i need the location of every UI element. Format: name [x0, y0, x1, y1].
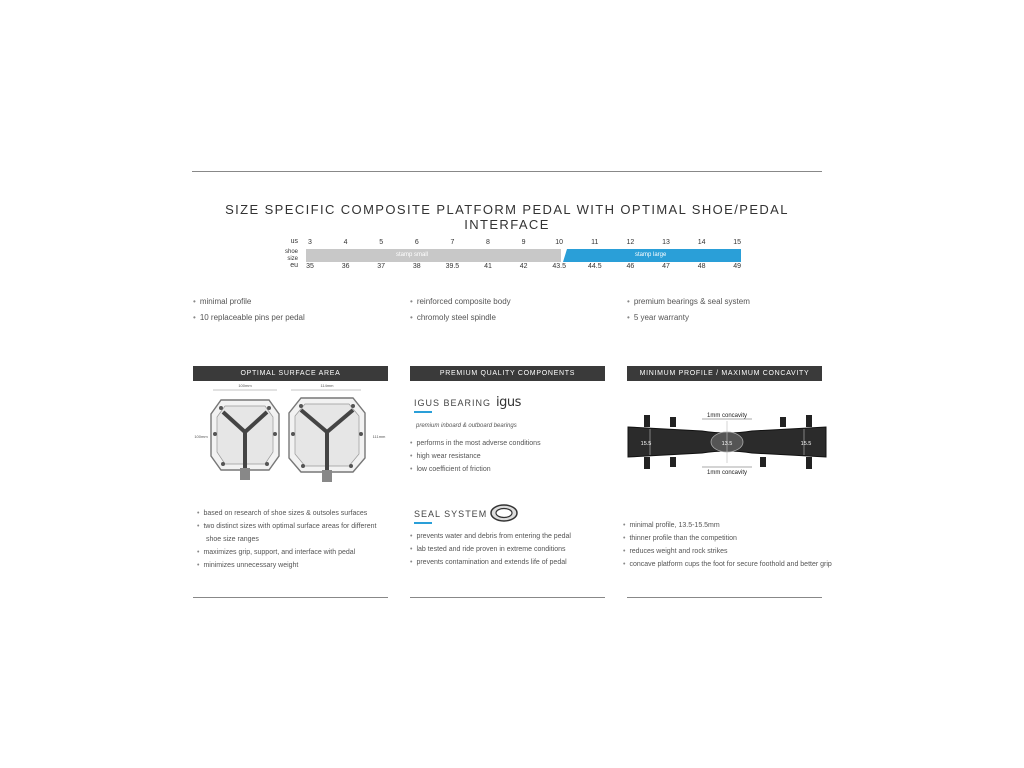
seal-accent-line: [414, 522, 432, 524]
us-size-tick: 4: [343, 239, 348, 246]
eu-size-tick: 38: [412, 263, 421, 270]
feature-item: • premium bearings & seal system: [627, 297, 750, 306]
feature-item: • minimal profile: [193, 297, 305, 306]
stamp-small-bar: [306, 249, 561, 262]
list-item: • performs in the most adverse conditions: [410, 440, 541, 447]
small-pedal-width: 100mm: [238, 383, 252, 388]
list-item: • two distinct sizes with optimal surface areas for different: [197, 523, 376, 530]
list-item: • prevents contamination and extends life of pedal: [410, 559, 571, 566]
profile-bullets: [623, 522, 832, 574]
list-item: • high wear resistance: [410, 453, 541, 460]
panel2-bottom-divider: [410, 597, 605, 598]
feature-list-col1: [193, 297, 305, 329]
eu-size-tick: 36: [341, 263, 350, 270]
list-item: • based on research of shoe sizes & outsoles surfaces: [197, 510, 376, 517]
pedal-sizes-illustration: [193, 382, 390, 492]
feature-item: • reinforced composite body: [410, 297, 511, 306]
eu-size-tick: 37: [377, 263, 386, 270]
eu-row-label: eu: [290, 262, 298, 269]
igus-bearing-title: IGUS BEARING: [414, 398, 492, 408]
mid-thickness-label: 13.5: [721, 441, 733, 447]
feature-list-col3: [627, 297, 750, 329]
list-item: • lab tested and ride proven in extreme conditions: [410, 546, 571, 553]
eu-size-tick: 48: [697, 263, 706, 270]
us-size-tick: 7: [450, 239, 455, 246]
panel1-bottom-divider: [193, 597, 388, 598]
feature-item: • 10 replaceable pins per pedal: [193, 313, 305, 322]
igus-logo: igus: [496, 395, 521, 410]
eu-size-tick: 47: [662, 263, 670, 270]
panel-header-surface-area: OPTIMAL SURFACE AREA: [193, 366, 388, 381]
top-divider: [192, 171, 822, 172]
us-size-tick: 3: [308, 239, 312, 246]
page-title: SIZE SPECIFIC COMPOSITE PLATFORM PEDAL WITH OPTIMAL SHOE/PEDAL INTERFACE: [225, 202, 789, 232]
us-size-tick: 8: [486, 239, 490, 246]
concavity-diagram: [622, 405, 832, 485]
right-thickness-label: 15.5: [800, 441, 812, 447]
eu-size-tick: 41: [484, 263, 492, 270]
small-pedal-height: 100mm: [194, 434, 208, 439]
list-item: • low coefficient of friction: [410, 466, 541, 473]
list-item: • reduces weight and rock strikes: [623, 548, 832, 555]
large-pedal-height: 111mm: [372, 434, 386, 439]
us-size-tick: 12: [626, 239, 635, 246]
stamp-small-label: stamp small: [396, 252, 429, 258]
panel-header-profile: MINIMUM PROFILE / MAXIMUM CONCAVITY: [627, 366, 822, 381]
us-size-tick: 15: [733, 239, 742, 246]
stamp-large-label: stamp large: [635, 252, 667, 258]
feature-list-col2: [410, 297, 511, 329]
list-item: • minimizes unnecessary weight: [197, 562, 376, 569]
seal-ring-icon: [488, 502, 520, 524]
shoe-size-row-label: shoe size: [284, 249, 298, 262]
feature-item: • 5 year warranty: [627, 313, 750, 322]
igus-bullets: [410, 440, 541, 479]
eu-size-tick: 39.5: [445, 263, 460, 270]
us-size-tick: 14: [697, 239, 706, 246]
large-pedal-icon: [289, 398, 365, 482]
us-size-tick: 10: [555, 239, 564, 246]
list-item: • maximizes grip, support, and interface with pedal: [197, 549, 376, 556]
igus-accent-line: [414, 411, 432, 413]
panel3-bottom-divider: [627, 597, 822, 598]
list-item: shoe size ranges: [206, 536, 259, 543]
us-size-tick: 6: [414, 239, 419, 246]
eu-size-tick: 35: [306, 263, 314, 270]
list-item: • concave platform cups the foot for secure foothold and better grip: [623, 561, 832, 568]
panel-header-components: PREMIUM QUALITY COMPONENTS: [410, 366, 605, 381]
top-concavity-label: 1mm concavity: [706, 413, 748, 419]
list-item: • minimal profile, 13.5-15.5mm: [623, 522, 832, 529]
eu-size-tick: 46: [626, 263, 635, 270]
eu-size-tick: 42: [519, 263, 528, 270]
eu-size-tick: 49: [733, 263, 742, 270]
left-thickness-label: 15.5: [640, 441, 652, 447]
us-row-label: us: [290, 238, 298, 245]
list-item: • prevents water and debris from entering the pedal: [410, 533, 571, 540]
large-pedal-width: 114mm: [320, 383, 334, 388]
surface-area-bullets: [197, 510, 376, 575]
us-size-tick: 13: [662, 239, 670, 246]
bottom-concavity-label: 1mm concavity: [706, 470, 748, 476]
feature-item: • chromoly steel spindle: [410, 313, 511, 322]
us-size-tick: 9: [521, 239, 526, 246]
us-size-tick: 5: [379, 239, 384, 246]
seal-bullets: [410, 533, 571, 572]
eu-size-tick: 44.5: [587, 263, 602, 270]
small-pedal-icon: [211, 400, 279, 480]
igus-caption: premium inboard & outboard bearings: [416, 423, 517, 429]
eu-size-tick: 43.5: [552, 263, 566, 270]
us-size-tick: 11: [591, 239, 599, 246]
seal-system-title: SEAL SYSTEM: [414, 509, 488, 519]
list-item: • thinner profile than the competition: [623, 535, 832, 542]
